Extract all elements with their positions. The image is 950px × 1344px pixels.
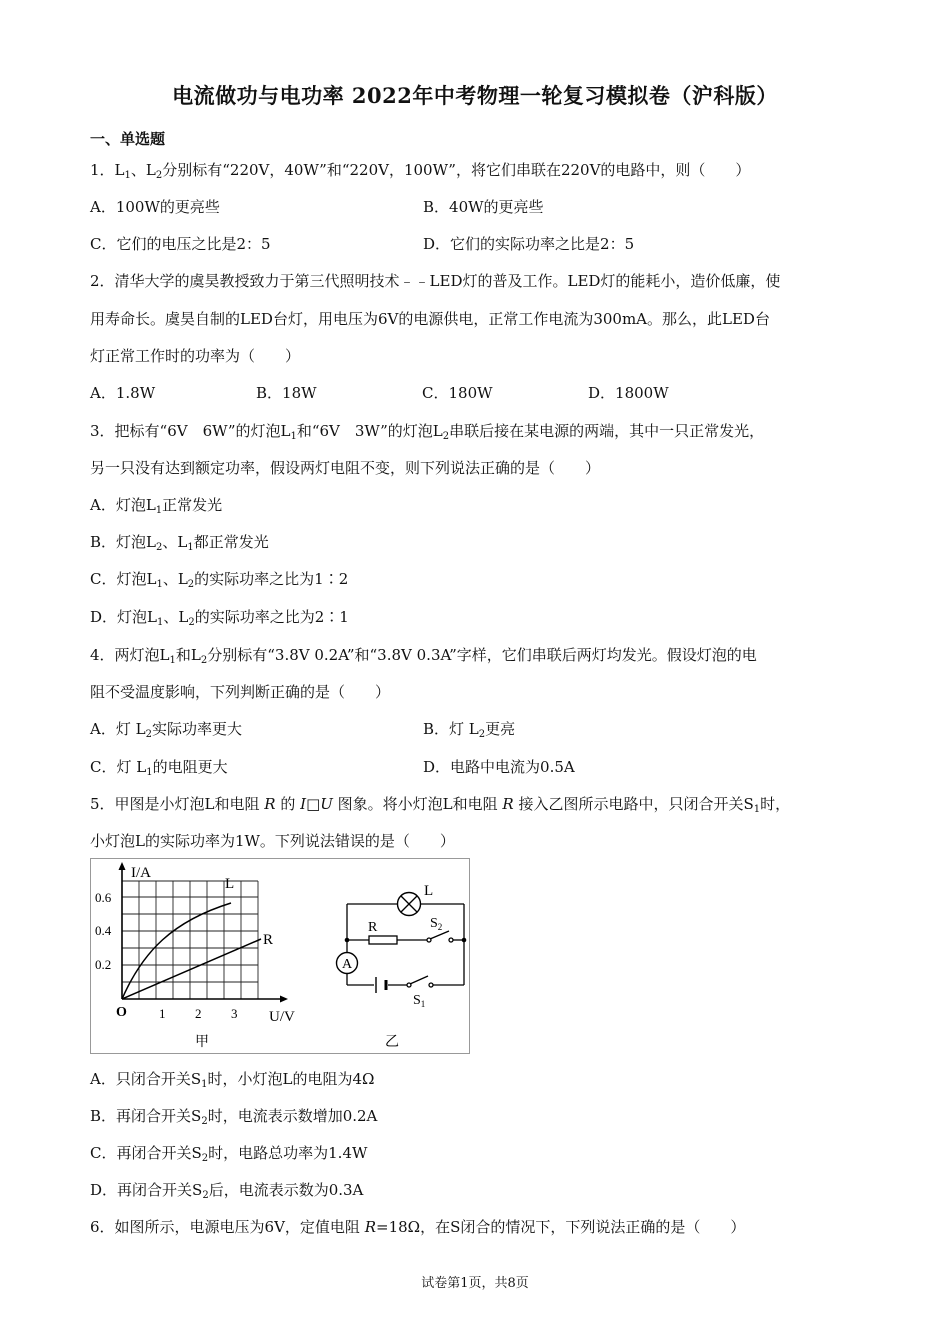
switch-1-lever (410, 976, 428, 984)
q5-option-c: C．再闭合开关$S_2$时，电路总功率为1.4W (90, 1144, 368, 1164)
question-3-line-2: 另一只没有达到额定功率，假设两灯电阻不变，则下列说法正确的是（ ） (90, 459, 601, 477)
resistor-icon (369, 936, 397, 944)
question-4-line-2: 阻不受温度影响，下列判断正确的是（ ） (90, 683, 391, 701)
q1-option-d: D．它们的实际功率之比是2：5 (423, 235, 635, 253)
y-tick-label: 0.2 (95, 957, 112, 972)
curve-l-line (122, 903, 231, 999)
x-axis-arrow-icon (280, 996, 288, 1003)
q3-option-c: C．灯泡$L_1$、$L_2$的实际功率之比为1∶2 (90, 570, 349, 590)
ammeter-label: A (342, 957, 353, 972)
page-footer: 试卷第1页，共8页 (421, 1276, 529, 1291)
graph-origin-label: O (116, 1005, 127, 1020)
question-5-line-2: 小灯泡L的实际功率为1W。下列说法错误的是（ ） (90, 832, 455, 850)
y-axis-arrow-icon (119, 862, 126, 870)
q1-option-a: A．100W的更亮些 (90, 198, 220, 216)
x-tick-label: 1 (159, 1006, 166, 1021)
x-tick-label: 3 (231, 1006, 238, 1021)
q5-option-a: A．只闭合开关$S_1$时，小灯泡L的电阻为4Ω (90, 1070, 375, 1090)
circuit-components (337, 883, 467, 1050)
q2-option-b: B．18W (256, 384, 317, 402)
question-5-line-1: 5．甲图是小灯泡L和电阻 R 的 I□U 图象。将小灯泡L和电阻 R 接入乙图所示电路中，只闭合开关$S_1$时， (90, 795, 791, 815)
q3-option-b: B．灯泡$L_2$、$L_1$都正常发光 (90, 533, 269, 553)
question-5-figure (90, 858, 470, 1054)
q4-option-a: A．灯 $L_2$实际功率更大 (90, 720, 242, 740)
question-2-line-2: 用寿命长。虞昊自制的LED台灯，用电压为6V的电源供电，正常工作电流为300mA。那么，此LED台 (90, 310, 770, 328)
section-heading: 一、单选题 (90, 130, 166, 148)
question-4-line-1: 4．两灯泡$L_1$和$L_2$分别标有“3.8V 0.2A”和“3.8V 0.3A”字样，它们串联后两灯均发光。假设灯泡的电 (90, 646, 757, 666)
q1-option-c: C．它们的电压之比是2：5 (90, 235, 271, 253)
curve-l-label: L (225, 876, 235, 892)
graph-grid (122, 881, 258, 999)
question-3-line-1: 3．把标有“6V 6W”的灯泡$L_1$和“6V 3W”的灯泡$L_2$串联后接在某电源的两端，其中一只正常发光， (90, 422, 765, 442)
q4-option-c: C．灯 $L_1$的电阻更大 (90, 758, 228, 778)
figure-svg (91, 859, 469, 1053)
iu-graph (95, 862, 295, 1050)
q1-option-b: B．40W的更亮些 (423, 198, 544, 216)
q3-option-d: D．灯泡$L_1$、$L_2$的实际功率之比为2∶1 (90, 608, 349, 628)
switch-2-label: $S_2$ (430, 916, 443, 932)
y-tick-label: 0.6 (95, 890, 112, 905)
junction-dot (345, 938, 350, 943)
q2-option-c: C．180W (422, 384, 493, 402)
lamp-label: L (424, 883, 434, 899)
y-tick-label: 0.4 (95, 923, 112, 938)
question-2-line-1: 2．清华大学的虞昊教授致力于第三代照明技术﹣﹣LED灯的普及工作。LED灯的能耗小，造价低廉，使 (90, 272, 781, 290)
question-6: 6．如图所示，电源电压为6V，定值电阻 R=18Ω，在S闭合的情况下，下列说法正确的是（ ） (90, 1218, 746, 1236)
graph-x-label: U/V (269, 1009, 295, 1025)
circuit-diagram (347, 904, 464, 987)
x-tick-label: 2 (195, 1006, 202, 1021)
graph-y-label: I/A (131, 865, 151, 881)
q4-option-b: B．灯 $L_2$更亮 (423, 720, 516, 740)
question-1: 1．$L_1$、$L_2$分别标有“220V，40W”和“220V，100W”，将它们串联在220V的电路中，则（ ） (90, 161, 751, 181)
resistor-label: R (368, 920, 378, 935)
q2-option-d: D．1800W (588, 384, 669, 402)
curve-r-label: R (263, 932, 274, 948)
q5-option-b: B．再闭合开关$S_2$时，电流表示数增加0.2A (90, 1107, 378, 1127)
graph-axes (122, 867, 283, 999)
switch-2-lever (430, 931, 449, 939)
junction-dot (462, 938, 467, 943)
circuit-caption: 乙 (385, 1035, 399, 1050)
q5-option-d: D．再闭合开关$S_2$后，电流表示数为0.3A (90, 1181, 364, 1201)
switch-1-label: $S_1$ (413, 993, 426, 1009)
page-title: 电流做功与电功率 2022年中考物理一轮复习模拟卷（沪科版） (172, 83, 778, 108)
q4-option-d: D．电路中电流为0.5A (423, 758, 575, 776)
q2-option-a: A．1.8W (90, 384, 156, 402)
question-2-line-3: 灯正常工作时的功率为（ ） (90, 347, 301, 365)
q2-options (90, 383, 870, 403)
q3-option-a: A．灯泡$L_1$正常发光 (90, 496, 223, 516)
graph-caption: 甲 (195, 1035, 209, 1050)
